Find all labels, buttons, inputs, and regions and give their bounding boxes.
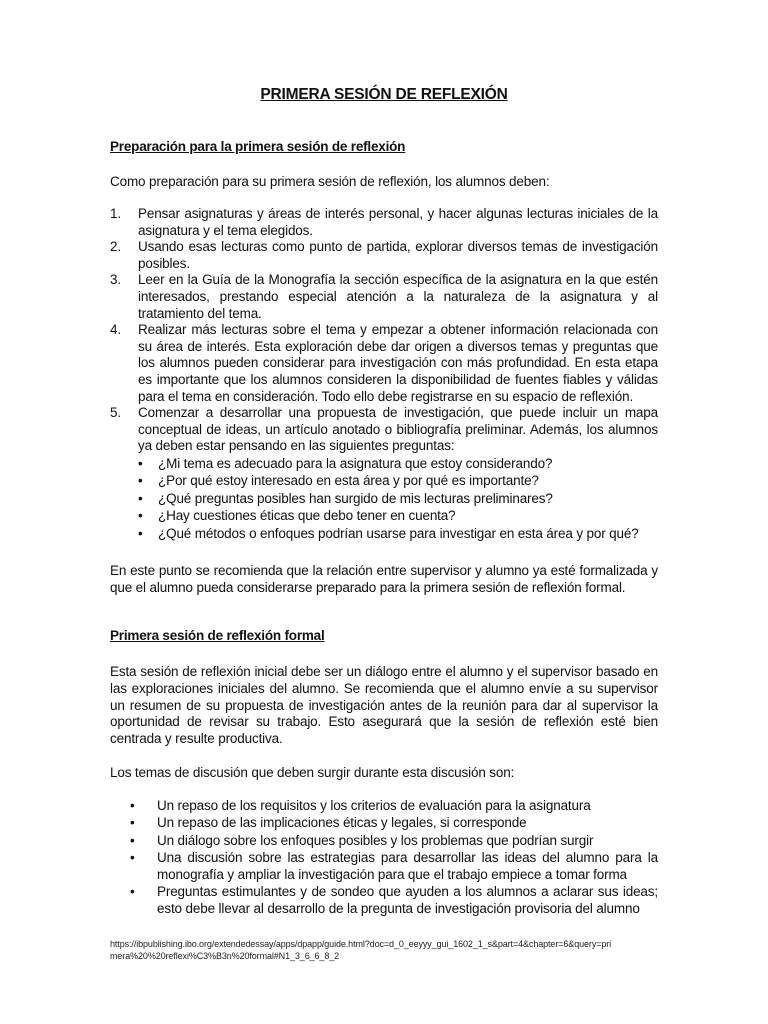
topic-text: Un repaso de las implicaciones éticas y legales, si corresponde — [157, 815, 527, 831]
list-item — [110, 322, 658, 405]
question-text: ¿Hay cuestiones éticas que debo tener en cuenta? — [158, 508, 456, 524]
topic-text: Un diálogo sobre los enfoques posibles y los problemas que podrían surgir — [157, 832, 594, 848]
question-item — [138, 525, 658, 543]
source-url-footer[interactable] — [110, 938, 710, 962]
question-text: ¿Qué métodos o enfoques podrían usarse para investigar en esta área y por qué? — [158, 525, 639, 541]
item-number: 1. — [110, 206, 121, 221]
topic-item — [130, 833, 658, 850]
url-line-1[interactable]: https://ibpublishing.ibo.org/extendedessay/apps/dpapp/guide.html?doc=d_0_eeyyy_gui_1602_1_s&part=4&chapter=6&query=pri — [110, 939, 612, 949]
preparation-steps-list — [110, 206, 658, 542]
url-line-2[interactable]: mera%20%20reflexi%C3%B3n%20formal#N1_3_6_6_8_2 — [110, 951, 340, 961]
list-item — [110, 405, 658, 542]
bullet-icon: • — [130, 798, 135, 813]
item-text: Comenzar a desarrollar una propuesta de investigación, que puede incluir un mapa conceptual de ideas, un artículo anotado o bibliografía preliminar. Además, los alumnos ya deben estar pensando en las siguientes preguntas: — [138, 405, 658, 454]
item-number: 3. — [110, 272, 121, 288]
bullet-icon: • — [130, 832, 135, 848]
item-text: Realizar más lecturas sobre el tema y empezar a obtener información relacionada con su área de interés. Esta exploración debe dar origen a diversos temas y preguntas que los alumnos pueden considerar para investigación con más profundidad. En esta etapa es importante que los alumnos consideren la disponibilidad de fuentes fiables y válidas para el tema en consideración. Todo ello debe registrarse en su espacio de reflexión. — [138, 322, 658, 404]
item-number: 2. — [110, 239, 121, 255]
item-text: Leer en la Guía de la Monografía la sección específica de la asignatura en la que estén interesados, prestando especial atención a la naturaleza de la asignatura y al tratamiento del tema. — [138, 272, 658, 321]
bullet-icon: • — [130, 815, 135, 831]
question-text: ¿Por qué estoy interesado en esta área y por qué es importante? — [158, 473, 539, 489]
list-item — [110, 272, 658, 322]
discussion-topics-list — [130, 798, 658, 919]
topic-item — [130, 850, 658, 884]
bullet-icon: • — [138, 508, 143, 524]
page-title: PRIMERA SESIÓN DE REFLEXIÓN — [260, 86, 508, 103]
question-item — [138, 472, 658, 490]
bullet-icon: • — [138, 455, 143, 471]
item-number: 5. — [110, 405, 121, 421]
question-text: ¿Qué preguntas posibles han surgido de mis lecturas preliminares? — [158, 490, 553, 506]
closing-paragraph: En este punto se recomienda que la relación entre supervisor y alumno ya esté formalizada y que el alumno pueda considerarse preparado para la primera sesión de reflexión formal. — [110, 563, 658, 595]
bullet-icon: • — [130, 884, 135, 900]
item-text: Usando esas lecturas como punto de partida, explorar diversos temas de investigación posibles. — [138, 239, 658, 271]
section-heading-preparation: Preparación para la primera sesión de reflexión — [110, 139, 406, 154]
question-text: ¿Mi tema es adecuado para la asignatura que estoy considerando? — [158, 455, 553, 471]
topic-text: Preguntas estimulantes y de sondeo que ayuden a los alumnos a aclarar sus ideas; esto debe llevar al desarrollo de la pregunta de investigación provisoria del alumno — [157, 884, 658, 917]
section-heading-formal-session: Primera sesión de reflexión formal — [110, 628, 325, 643]
topic-item — [130, 884, 658, 918]
formal-session-paragraph: Esta sesión de reflexión inicial debe ser un diálogo entre el alumno y el supervisor basado en las exploraciones iniciales del alumno. Se recomienda que el alumno envíe a su supervisor un resumen de su propuesta de investigación antes de la reunión para dar al supervisor la oportunidad de revisar su trabajo. Esto asegurará que la sesión de reflexión esté bien centrada y resulte productiva. — [110, 664, 658, 747]
item-number: 4. — [110, 322, 121, 338]
bullet-icon: • — [130, 850, 135, 866]
list-item — [110, 239, 658, 272]
topic-text: Un repaso de los requisitos y los criterios de evaluación para la asignatura — [157, 798, 591, 813]
topic-item — [130, 798, 658, 815]
bullet-icon: • — [138, 525, 143, 541]
bullet-icon: • — [138, 490, 143, 506]
question-item — [138, 455, 658, 473]
question-item — [138, 507, 658, 525]
list-item — [110, 206, 658, 239]
guiding-questions-list — [138, 455, 658, 543]
intro-paragraph: Como preparación para su primera sesión de reflexión, los alumnos deben: — [110, 174, 550, 189]
topic-text: Una discusión sobre las estrategias para desarrollar las ideas del alumno para la monografía y ampliar la investigación para que el trabajo empiece a tomar forma — [157, 850, 658, 882]
item-text: Pensar asignaturas y áreas de interés personal, y hacer algunas lecturas iniciales de la asignatura y el tema elegidos. — [138, 206, 658, 238]
topic-item — [130, 815, 658, 832]
topics-intro-paragraph: Los temas de discusión que deben surgir durante esta discusión son: — [110, 765, 515, 780]
question-item — [138, 490, 658, 508]
bullet-icon: • — [138, 473, 143, 489]
